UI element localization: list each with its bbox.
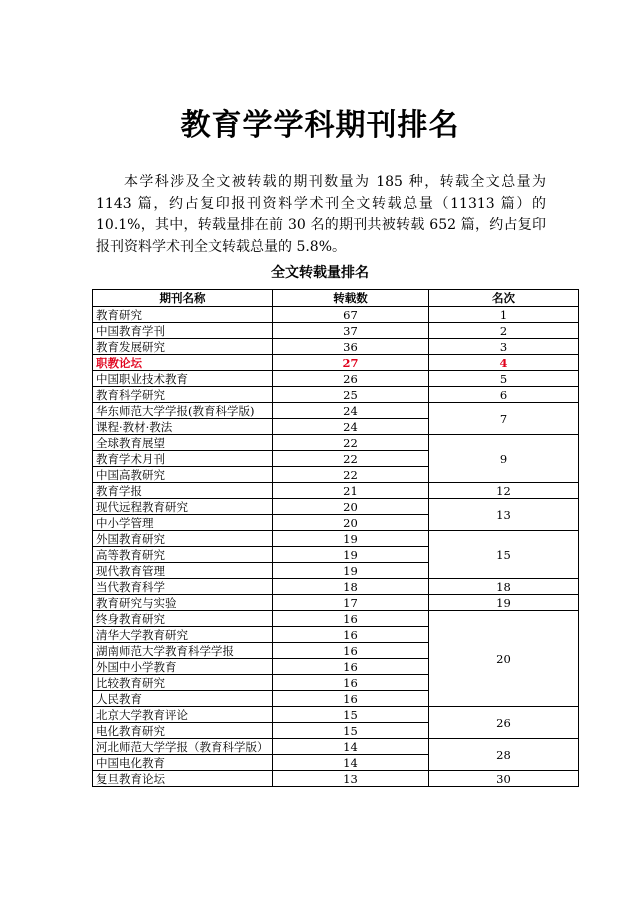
reprint-count-cell: 15 <box>273 707 429 723</box>
journal-name-cell: 华东师范大学学报(教育科学版) <box>93 403 273 419</box>
journal-name-cell: 电化教育研究 <box>93 723 273 739</box>
reprint-count-cell: 16 <box>273 659 429 675</box>
journal-name-cell: 教育学报 <box>93 483 273 499</box>
table-body <box>93 307 579 787</box>
reprint-count-cell: 16 <box>273 675 429 691</box>
table-row <box>93 339 579 355</box>
journal-name-cell: 中国高教研究 <box>93 467 273 483</box>
page-title: 教育学学科期刊排名 <box>180 108 460 143</box>
rank-cell: 1 <box>429 307 579 323</box>
journal-name-cell: 北京大学教育评论 <box>93 707 273 723</box>
journal-name-cell: 中国职业技术教育 <box>93 371 273 387</box>
journal-name-cell: 高等教育研究 <box>93 547 273 563</box>
table-row <box>93 371 579 387</box>
rank-cell: 18 <box>429 579 579 595</box>
journal-name-cell: 课程·教材·教法 <box>93 419 273 435</box>
table-row <box>93 499 579 515</box>
journal-name-cell: 教育发展研究 <box>93 339 273 355</box>
reprint-count-cell: 22 <box>273 467 429 483</box>
rank-cell: 5 <box>429 371 579 387</box>
reprint-count-cell: 14 <box>273 739 429 755</box>
reprint-count-cell: 20 <box>273 499 429 515</box>
rank-cell: 6 <box>429 387 579 403</box>
journal-name-cell: 外国教育研究 <box>93 531 273 547</box>
journal-name-cell: 中国教育学刊 <box>93 323 273 339</box>
rank-cell: 15 <box>429 531 579 579</box>
table-row <box>93 771 579 787</box>
journal-name-cell: 清华大学教育研究 <box>93 627 273 643</box>
journal-name-cell: 河北师范大学学报（教育科学版） <box>93 739 273 755</box>
journal-name-cell: 外国中小学教育 <box>93 659 273 675</box>
table-row <box>93 403 579 419</box>
rank-cell: 4 <box>429 355 579 371</box>
reprint-count-cell: 16 <box>273 627 429 643</box>
header-reprint-count: 转载数 <box>273 290 429 307</box>
rank-cell: 20 <box>429 611 579 707</box>
journal-name-cell: 湖南师范大学教育科学学报 <box>93 643 273 659</box>
reprint-count-cell: 14 <box>273 755 429 771</box>
journal-name-cell: 教育研究与实验 <box>93 595 273 611</box>
table-row <box>93 387 579 403</box>
table-row <box>93 483 579 499</box>
reprint-count-cell: 36 <box>273 339 429 355</box>
journal-name-cell: 终身教育研究 <box>93 611 273 627</box>
reprint-count-cell: 25 <box>273 387 429 403</box>
table-row <box>93 611 579 627</box>
rank-cell: 12 <box>429 483 579 499</box>
table-row <box>93 707 579 723</box>
journal-name-cell: 人民教育 <box>93 691 273 707</box>
table-row <box>93 323 579 339</box>
journal-name-cell: 现代教育管理 <box>93 563 273 579</box>
reprint-count-cell: 67 <box>273 307 429 323</box>
intro-paragraph: 本学科涉及全文被转载的期刊数量为 185 种，转载全文总量为 1143 篇，约占复印报刊资料学术刊全文转载总量（11313 篇）的 10.1%，其中，转载量排在前 30 名的期刊共被转载 652 篇，约占复印报刊资料学术刊全文转载总量的 5.8%。 <box>96 174 546 255</box>
intro-text <box>96 172 546 258</box>
table-header-row <box>93 290 579 307</box>
table-row <box>93 307 579 323</box>
reprint-count-cell: 16 <box>273 691 429 707</box>
reprint-count-cell: 20 <box>273 515 429 531</box>
reprint-count-cell: 24 <box>273 419 429 435</box>
rank-cell: 9 <box>429 435 579 483</box>
table-caption: 全文转载量排名 <box>271 265 369 281</box>
journal-name-cell: 当代教育科学 <box>93 579 273 595</box>
rank-cell: 3 <box>429 339 579 355</box>
table-row <box>93 595 579 611</box>
reprint-count-cell: 24 <box>273 403 429 419</box>
reprint-count-cell: 37 <box>273 323 429 339</box>
table-row <box>93 355 579 371</box>
journal-name-cell: 教育科学研究 <box>93 387 273 403</box>
table-row <box>93 579 579 595</box>
reprint-count-cell: 19 <box>273 563 429 579</box>
header-rank: 名次 <box>429 290 579 307</box>
journal-name-cell: 复旦教育论坛 <box>93 771 273 787</box>
reprint-count-cell: 13 <box>273 771 429 787</box>
reprint-count-cell: 27 <box>273 355 429 371</box>
journal-name-cell: 中国电化教育 <box>93 755 273 771</box>
reprint-count-cell: 18 <box>273 579 429 595</box>
table-row <box>93 739 579 755</box>
journal-name-cell: 全球教育展望 <box>93 435 273 451</box>
journal-name-cell: 现代远程教育研究 <box>93 499 273 515</box>
reprint-count-cell: 19 <box>273 531 429 547</box>
journal-name-cell: 比较教育研究 <box>93 675 273 691</box>
rank-cell: 2 <box>429 323 579 339</box>
rank-cell: 19 <box>429 595 579 611</box>
table-row <box>93 435 579 451</box>
journal-name-cell: 教育研究 <box>93 307 273 323</box>
reprint-count-cell: 21 <box>273 483 429 499</box>
reprint-count-cell: 19 <box>273 547 429 563</box>
rank-cell: 26 <box>429 707 579 739</box>
journal-name-cell: 中小学管理 <box>93 515 273 531</box>
reprint-count-cell: 16 <box>273 643 429 659</box>
reprint-count-cell: 22 <box>273 435 429 451</box>
rank-cell: 30 <box>429 771 579 787</box>
rank-cell: 28 <box>429 739 579 771</box>
rank-cell: 7 <box>429 403 579 435</box>
reprint-count-cell: 16 <box>273 611 429 627</box>
journal-name-cell: 教育学术月刊 <box>93 451 273 467</box>
reprint-count-cell: 15 <box>273 723 429 739</box>
table-row <box>93 531 579 547</box>
rank-cell: 13 <box>429 499 579 531</box>
reprint-count-cell: 26 <box>273 371 429 387</box>
reprint-count-cell: 17 <box>273 595 429 611</box>
header-journal-name: 期刊名称 <box>93 290 273 307</box>
journal-name-cell: 职教论坛 <box>93 355 273 371</box>
ranking-table <box>92 289 579 787</box>
reprint-count-cell: 22 <box>273 451 429 467</box>
